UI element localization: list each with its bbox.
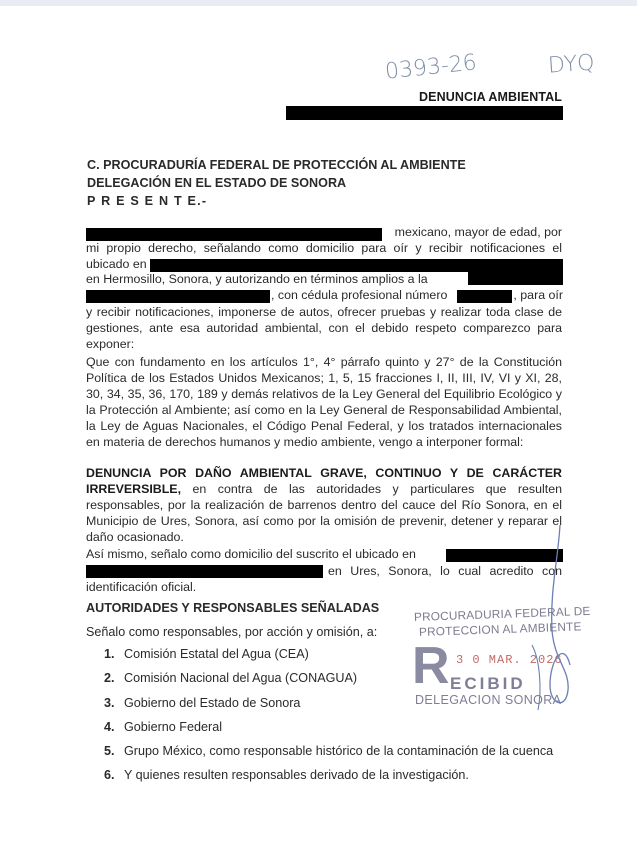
list-item-text: Y quienes resulten responsables derivado de la investigación. <box>124 768 469 783</box>
redaction-license-number <box>457 290 512 303</box>
addressee-line-3: P R E S E N T E.- <box>87 194 208 208</box>
intro-line-3: ubicado en <box>86 257 147 271</box>
list-item <box>104 720 553 744</box>
list-item-number: 2. <box>104 671 115 686</box>
address-line-2: en Ures, Sonora, lo cual acredito con identificación oficial. <box>86 564 562 595</box>
list-item-number: 6. <box>104 768 115 783</box>
stamp-date: 3 0 MAR. 2026 <box>456 653 563 667</box>
stamp-agency-line-1: PROCURADURIA FEDERAL DE <box>413 603 591 624</box>
intro-line-1-end: mexicano, mayor de edad, por <box>394 225 562 239</box>
address-line-1: Así mismo, señalo como domicilio del suscrito el ubicado en <box>86 547 416 561</box>
redaction-authorized-name <box>86 290 270 303</box>
handwritten-number: 0393-26 <box>383 50 478 85</box>
document-type-title: DENUNCIA AMBIENTAL <box>419 90 562 104</box>
intro-line-4: en Hermosillo, Sonora, y autorizando en términos amplios a la <box>86 272 428 286</box>
list-item-text: Gobierno del Estado de Sonora <box>124 695 301 710</box>
stamp-letter: R <box>412 637 450 695</box>
list-item-number: 5. <box>104 744 115 759</box>
addressee-line-1: C. PROCURADURÍA FEDERAL DE PROTECCIÓN AL AMBIENTE <box>87 158 466 172</box>
list-item-number: 1. <box>104 647 115 661</box>
complaint-heading: DENUNCIA POR DAÑO AMBIENTAL GRAVE, CONTINUO Y DE CARÁCTER IRREVERSIBLE, <box>86 466 562 497</box>
list-item-number: 4. <box>104 719 115 734</box>
intro-line-5: , con cédula profesional número <box>271 288 448 302</box>
legal-basis-paragraph: Que con fundamento en los artículos 1°, 4° párrafo quinto y 27° de la Constitución Política de los Estados Unidos Mexicanos; 1, 5, 15 fracciones I, II, III, IV, VI y XI, 28, 30, 34, 35, 36, 170, 189 y demás relativos de la Ley General del Equilibrio Ecológico y la Protección al Ambiente; así como en la Ley General de Responsabilidad Ambiental, la Ley de Aguas Nacionales, el Código Penal Federal, y los tratados internacionales en materia de derechos humanos y medio ambiente, vengo a interponer formal: <box>86 355 562 450</box>
list-item-text: Gobierno Federal <box>124 719 223 734</box>
stamp-office: DELEGACION SONORA <box>415 693 562 707</box>
list-item-text: Grupo México, como responsable histórico de la contaminación de la cuenca <box>124 744 554 759</box>
redaction-bar <box>286 106 563 120</box>
stamp-received: ECIBID <box>450 674 526 693</box>
handwritten-initials: DYQ <box>547 50 596 79</box>
list-item-text: Comisión Nacional del Agua (CONAGUA) <box>124 671 358 686</box>
redaction-authorized <box>468 272 563 285</box>
complaint-text: en contra de las autoridades y particulares que resulten responsables, por la realización de barrenos dentro del cauce del Río Sonora, en el Municipio de Ures, Sonora, así como por la omisión de prevenir, detener y reparar el daño ocasionado. <box>86 482 562 545</box>
addressee-line-2: DELEGACIÓN EN EL ESTADO DE SONORA <box>87 176 347 190</box>
authorities-intro: Señalo como responsables, por acción y omisión, a: <box>86 625 378 639</box>
redaction-name <box>86 228 382 241</box>
intro-line-5-end: , para oír <box>513 288 563 302</box>
list-item <box>104 744 553 768</box>
complaint-paragraph <box>86 465 562 545</box>
redaction-address <box>150 259 563 272</box>
scan-top-strip <box>0 0 637 6</box>
signature-scribble <box>520 520 580 720</box>
intro-line-2: mi propio derecho, señalando como domicilio para oír y recibir notificaciones el <box>86 241 562 255</box>
list-item-number: 3. <box>104 695 115 710</box>
stamp-agency-line-2: PROTECCION AL AMBIENTE <box>418 619 582 639</box>
intro-continuation: y recibir notificaciones, imponerse de autos, ofrecer pruebas y realizar toda clase de gestiones, ante esa autoridad ambiental, con el debido respeto comparezco para exponer: <box>86 305 562 352</box>
list-item-text: Comisión Estatal del Agua (CEA) <box>124 647 309 661</box>
authorities-section-title: AUTORIDADES Y RESPONSABLES SEÑALADAS <box>86 601 380 615</box>
list-item <box>104 768 553 792</box>
